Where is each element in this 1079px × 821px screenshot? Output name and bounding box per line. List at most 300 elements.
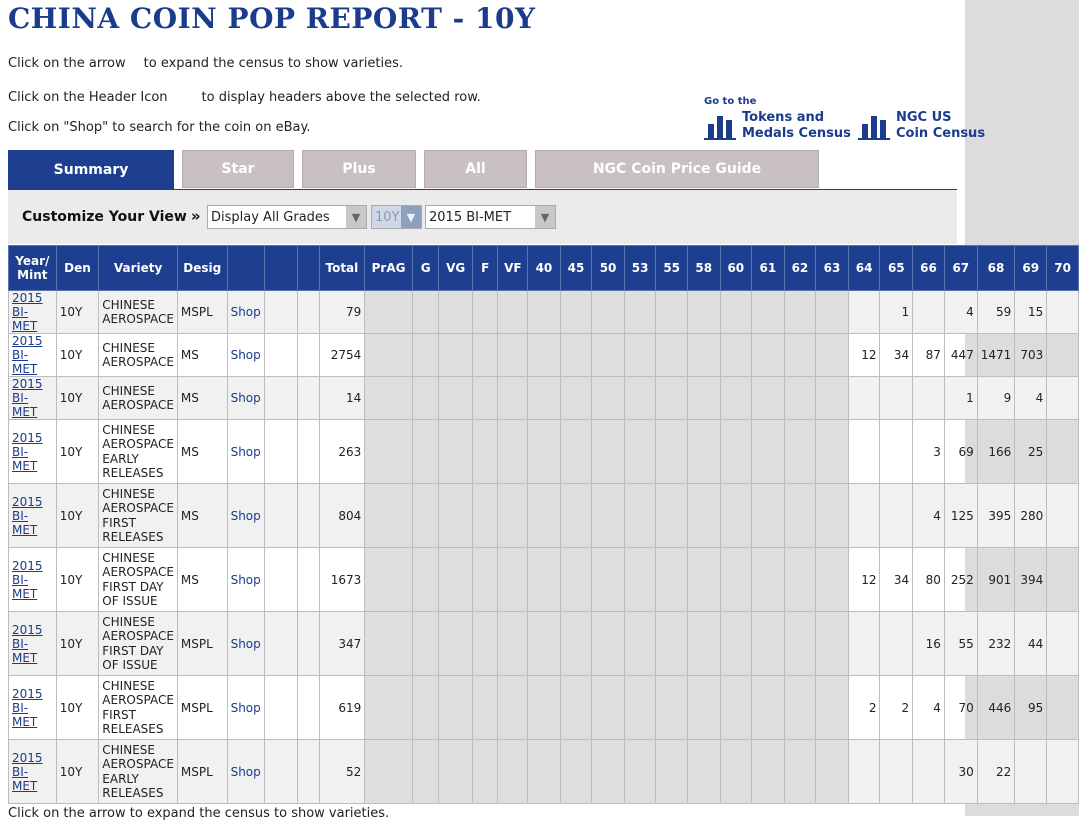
grade-cell [412, 740, 439, 804]
variety-line: AEROSPACE [102, 565, 174, 579]
tab-summary[interactable]: Summary [8, 150, 174, 189]
empty-cell [264, 420, 297, 484]
mint-text: BI-MET [12, 444, 38, 473]
year-mint-cell [9, 334, 57, 377]
grade-cell [656, 484, 688, 548]
denomination-cell: 10Y [56, 740, 99, 804]
grade-cell [472, 334, 498, 377]
grade-cell [720, 548, 752, 612]
grade-cell [365, 740, 413, 804]
ngc-us-coin-census-link[interactable] [858, 110, 985, 142]
grade-cell [848, 612, 880, 676]
year-text: 2015 [12, 622, 43, 637]
shop-cell [227, 484, 264, 548]
grade-cell [816, 377, 849, 420]
empty-cell [297, 377, 319, 420]
grade-cell [816, 612, 849, 676]
grade-cell: 703 [1015, 334, 1047, 377]
grade-cell [365, 377, 413, 420]
tokens-line1: Tokens and [742, 110, 825, 125]
column-header: 55 [656, 246, 688, 291]
grade-cell [412, 676, 439, 740]
instruction-header-post: to display headers above the selected row. [201, 90, 481, 105]
grade-cell [752, 676, 785, 740]
empty-cell [297, 334, 319, 377]
dropdown-arrow-icon: ▼ [346, 206, 366, 228]
column-header [227, 246, 264, 291]
denomination-cell: 10Y [56, 548, 99, 612]
grade-cell: 12 [848, 548, 880, 612]
grade-cell [687, 334, 720, 377]
mint-text: BI-MET [12, 391, 38, 419]
grade-cell [624, 420, 656, 484]
grade-cell [687, 484, 720, 548]
total-cell: 1673 [319, 548, 365, 612]
grade-cell: 4 [913, 484, 945, 548]
column-header [297, 246, 319, 291]
grade-cell [752, 740, 785, 804]
grade-cell [560, 676, 592, 740]
variety-line: AEROSPACE [102, 757, 174, 771]
grade-cell [720, 676, 752, 740]
shop-link[interactable]: Shop [230, 508, 261, 523]
table-row [9, 740, 1079, 804]
ngc-line2: Coin Census [896, 126, 986, 141]
variety-line: FIRST [102, 515, 137, 530]
tab-price-guide[interactable]: NGC Coin Price Guide [535, 150, 819, 188]
column-header: VF [498, 246, 528, 291]
variety-line: FIRST [102, 707, 137, 722]
variety-line: AEROSPACE [102, 693, 174, 707]
shop-cell [227, 740, 264, 804]
shop-cell [227, 420, 264, 484]
year-mint-cell [9, 377, 57, 420]
instruction-arrow-pre: Click on the arrow [8, 56, 126, 71]
census-links [704, 96, 986, 144]
grade-cell [687, 291, 720, 334]
grade-cell [624, 740, 656, 804]
empty-cell [297, 484, 319, 548]
grade-cell [592, 420, 625, 484]
table-row [9, 334, 1079, 377]
grade-cell [498, 612, 528, 676]
mint-text: BI-MET [12, 636, 38, 665]
column-header: Den [56, 246, 99, 291]
shop-cell [227, 377, 264, 420]
tab-all[interactable]: All [424, 150, 527, 188]
empty-cell [297, 548, 319, 612]
tokens-medals-census-link[interactable] [704, 110, 851, 142]
year-mint-link[interactable] [12, 559, 53, 601]
variety-cell [99, 334, 178, 377]
year-mint-cell [9, 740, 57, 804]
grade-cell [720, 420, 752, 484]
grade-cell [1047, 377, 1079, 420]
grade-cell: 80 [913, 548, 945, 612]
grade-cell [784, 484, 816, 548]
table-row [9, 676, 1079, 740]
grade-cell [752, 377, 785, 420]
grade-cell [656, 377, 688, 420]
variety-cell [99, 420, 178, 484]
year-mint-cell [9, 676, 57, 740]
grade-cell [439, 676, 473, 740]
grade-cell [624, 676, 656, 740]
grade-cell [624, 334, 656, 377]
instruction-header [8, 90, 481, 105]
variety-line: AEROSPACE [102, 355, 174, 369]
grade-cell [498, 420, 528, 484]
grade-cell [656, 334, 688, 377]
grade-cell [752, 334, 785, 377]
grade-cell: 280 [1015, 484, 1047, 548]
grade-cell [439, 377, 473, 420]
grade-cell: 166 [977, 420, 1015, 484]
grade-cell [656, 676, 688, 740]
grade-cell [656, 612, 688, 676]
variety-line: FIRST DAY [102, 579, 164, 594]
variety-line: FIRST DAY [102, 643, 164, 658]
grade-cell [439, 291, 473, 334]
column-header: 63 [816, 246, 849, 291]
tab-bar [8, 150, 957, 189]
grade-cell: 395 [977, 484, 1015, 548]
denomination-cell: 10Y [56, 377, 99, 420]
grade-cell [880, 377, 913, 420]
year-mint-link[interactable] [12, 334, 53, 376]
footer-instruction: Click on the arrow to expand the census to show varieties. [8, 806, 390, 821]
shop-link[interactable]: Shop [230, 700, 261, 715]
ngc-us-coin-census-label [896, 110, 985, 142]
column-header: Desig [177, 246, 227, 291]
variety-cell [99, 484, 178, 548]
instruction-arrow [8, 56, 403, 71]
grade-cell [656, 291, 688, 334]
denomination-cell: 10Y [56, 291, 99, 334]
grade-cell: 12 [848, 334, 880, 377]
variety-line: RELEASES [102, 530, 164, 544]
table-row [9, 548, 1079, 612]
grade-cell [816, 676, 849, 740]
shop-link[interactable]: Shop [230, 764, 261, 779]
grade-cell [528, 291, 561, 334]
grade-cell [1047, 612, 1079, 676]
shop-link[interactable]: Shop [230, 636, 261, 651]
table-row [9, 291, 1079, 334]
grade-cell: 55 [944, 612, 977, 676]
column-header: 53 [624, 246, 656, 291]
grade-cell [592, 612, 625, 676]
grade-cell [784, 740, 816, 804]
table-row [9, 612, 1079, 676]
column-header: 45 [560, 246, 592, 291]
year-mint-link[interactable] [12, 431, 53, 473]
empty-cell [297, 291, 319, 334]
total-cell: 14 [319, 377, 365, 420]
grade-cell [472, 377, 498, 420]
shop-cell [227, 676, 264, 740]
grade-cell [848, 484, 880, 548]
empty-cell [297, 612, 319, 676]
grade-cell [528, 676, 561, 740]
year-text: 2015 [12, 558, 43, 573]
grade-cell [592, 291, 625, 334]
designation-cell: MSPL [177, 676, 227, 740]
grade-cell [560, 334, 592, 377]
tab-plus[interactable]: Plus [302, 150, 416, 188]
grade-cell [528, 334, 561, 377]
variety-line: CHINESE [102, 678, 155, 693]
grade-cell [816, 740, 849, 804]
bar-chart-icon [704, 110, 736, 140]
grade-cell [498, 334, 528, 377]
grade-cell [624, 377, 656, 420]
grade-cell [439, 334, 473, 377]
column-header: 62 [784, 246, 816, 291]
grade-cell [784, 420, 816, 484]
grade-cell [498, 740, 528, 804]
grade-cell: 70 [944, 676, 977, 740]
grade-cell [592, 334, 625, 377]
grade-cell: 2 [880, 676, 913, 740]
total-cell: 347 [319, 612, 365, 676]
grade-cell [784, 334, 816, 377]
grade-cell [624, 612, 656, 676]
grade-cell: 59 [977, 291, 1015, 334]
grade-cell [472, 420, 498, 484]
variety-line: EARLY [102, 771, 139, 786]
column-header: 69 [1015, 246, 1047, 291]
shop-cell [227, 334, 264, 377]
dropdown-arrow-icon: ▼ [535, 206, 555, 228]
year-mint-cell [9, 612, 57, 676]
shop-link[interactable]: Shop [230, 444, 261, 459]
grade-cell: 901 [977, 548, 1015, 612]
denomination-cell: 10Y [56, 484, 99, 548]
shop-link[interactable]: Shop [230, 348, 261, 362]
grade-cell [365, 548, 413, 612]
year-mint-link[interactable] [12, 291, 53, 333]
total-cell: 263 [319, 420, 365, 484]
denomination-select-value: 10Y [375, 209, 400, 225]
customize-bar [8, 190, 957, 244]
shop-cell [227, 291, 264, 334]
variety-cell [99, 377, 178, 420]
year-mint-cell [9, 548, 57, 612]
grade-cell: 1471 [977, 334, 1015, 377]
grade-cell [784, 377, 816, 420]
grade-cell [624, 548, 656, 612]
grade-cell [720, 291, 752, 334]
grade-cell [624, 484, 656, 548]
grade-cell [687, 548, 720, 612]
variety-line: CHINESE [102, 422, 155, 437]
variety-line: CHINESE [102, 383, 155, 398]
grade-cell [752, 548, 785, 612]
grade-cell [412, 334, 439, 377]
column-header: 67 [944, 246, 977, 291]
grade-cell [848, 740, 880, 804]
column-header [264, 246, 297, 291]
grade-cell [687, 420, 720, 484]
chevron-right-icon: » [190, 207, 201, 225]
grade-cell [560, 420, 592, 484]
year-select-value: 2015 BI-MET [429, 209, 512, 225]
grade-cell [687, 612, 720, 676]
grade-cell: 446 [977, 676, 1015, 740]
variety-line: RELEASES [102, 786, 164, 800]
shop-link[interactable]: Shop [230, 391, 261, 405]
grade-cell [592, 676, 625, 740]
variety-line: AEROSPACE [102, 501, 174, 515]
grade-cell [880, 420, 913, 484]
grade-cell [498, 548, 528, 612]
grade-cell [1047, 548, 1079, 612]
column-header: G [412, 246, 439, 291]
grade-cell [880, 740, 913, 804]
column-header: Variety [99, 246, 178, 291]
variety-line: CHINESE [102, 614, 155, 629]
empty-cell [264, 548, 297, 612]
grade-cell [412, 484, 439, 548]
grade-cell [439, 548, 473, 612]
variety-line: CHINESE [102, 486, 155, 501]
grade-cell [498, 484, 528, 548]
grade-cell [365, 420, 413, 484]
column-header: 58 [687, 246, 720, 291]
grade-cell [365, 334, 413, 377]
grade-cell [816, 484, 849, 548]
year-text: 2015 [12, 494, 43, 509]
grade-cell [848, 420, 880, 484]
grade-cell: 9 [977, 377, 1015, 420]
grade-cell [560, 484, 592, 548]
variety-line: AEROSPACE [102, 312, 174, 326]
grade-cell: 30 [944, 740, 977, 804]
year-select[interactable] [425, 205, 556, 229]
grade-cell [472, 291, 498, 334]
grade-cell [592, 548, 625, 612]
year-text: 2015 [12, 334, 43, 348]
table-row [9, 484, 1079, 548]
instruction-header-pre: Click on the Header Icon [8, 90, 168, 105]
grade-cell [1047, 291, 1079, 334]
grade-cell [816, 334, 849, 377]
column-header: 50 [592, 246, 625, 291]
total-cell: 52 [319, 740, 365, 804]
mint-text: BI-MET [12, 572, 38, 601]
column-header: 61 [752, 246, 785, 291]
variety-line: EARLY [102, 451, 139, 466]
grade-cell: 447 [944, 334, 977, 377]
grade-cell: 4 [913, 676, 945, 740]
grade-cell [365, 291, 413, 334]
variety-line: AEROSPACE [102, 398, 174, 412]
shop-cell [227, 548, 264, 612]
grade-cell [472, 548, 498, 612]
year-mint-link[interactable] [12, 623, 53, 665]
table-row [9, 420, 1079, 484]
grade-cell [720, 377, 752, 420]
grade-cell [528, 377, 561, 420]
variety-line: CHINESE [102, 340, 155, 355]
year-mint-link[interactable] [12, 687, 53, 729]
variety-cell [99, 548, 178, 612]
grade-cell [528, 548, 561, 612]
tokens-line2: Medals Census [742, 126, 851, 141]
grade-cell [472, 676, 498, 740]
grade-cell [528, 484, 561, 548]
grade-cell [528, 612, 561, 676]
column-header: VG [439, 246, 473, 291]
grade-cell [880, 484, 913, 548]
variety-line: AEROSPACE [102, 629, 174, 643]
grade-cell: 2 [848, 676, 880, 740]
total-cell: 804 [319, 484, 365, 548]
grade-cell: 34 [880, 334, 913, 377]
grade-cell: 4 [944, 291, 977, 334]
shop-cell [227, 612, 264, 676]
grade-cell [720, 612, 752, 676]
grade-cell: 25 [1015, 420, 1047, 484]
dropdown-arrow-icon: ▼ [401, 206, 421, 228]
denomination-cell: 10Y [56, 676, 99, 740]
total-cell: 79 [319, 291, 365, 334]
empty-cell [264, 740, 297, 804]
grades-select[interactable] [207, 205, 367, 229]
shop-link[interactable]: Shop [230, 572, 261, 587]
grade-cell [560, 291, 592, 334]
year-mint-link[interactable] [12, 751, 53, 793]
grade-cell: 44 [1015, 612, 1047, 676]
grade-cell [560, 740, 592, 804]
grade-cell [752, 291, 785, 334]
ngc-line1: NGC US [896, 110, 952, 125]
census-table [8, 245, 1079, 804]
grade-cell: 15 [1015, 291, 1047, 334]
column-header: 68 [977, 246, 1015, 291]
column-header: Total [319, 246, 365, 291]
tab-star[interactable]: Star [182, 150, 294, 188]
grade-cell [412, 548, 439, 612]
grade-cell [592, 377, 625, 420]
instruction-shop: Click on "Shop" to search for the coin on eBay. [8, 120, 311, 135]
empty-cell [264, 377, 297, 420]
grade-cell: 1 [944, 377, 977, 420]
denomination-select[interactable] [371, 205, 422, 229]
grade-cell [687, 676, 720, 740]
grade-cell [412, 420, 439, 484]
grade-cell [913, 291, 945, 334]
grade-cell [816, 291, 849, 334]
grade-cell [439, 612, 473, 676]
year-mint-link[interactable] [12, 495, 53, 537]
grade-cell [412, 377, 439, 420]
grade-cell [784, 548, 816, 612]
denomination-cell: 10Y [56, 334, 99, 377]
designation-cell: MSPL [177, 740, 227, 804]
year-text: 2015 [12, 291, 43, 305]
grade-cell [624, 291, 656, 334]
column-header: 40 [528, 246, 561, 291]
variety-cell [99, 612, 178, 676]
grade-cell [784, 291, 816, 334]
grade-cell [1047, 420, 1079, 484]
year-mint-link[interactable] [12, 377, 53, 419]
shop-link[interactable]: Shop [230, 305, 261, 319]
mint-text: BI-MET [12, 348, 38, 376]
column-header: F [472, 246, 498, 291]
